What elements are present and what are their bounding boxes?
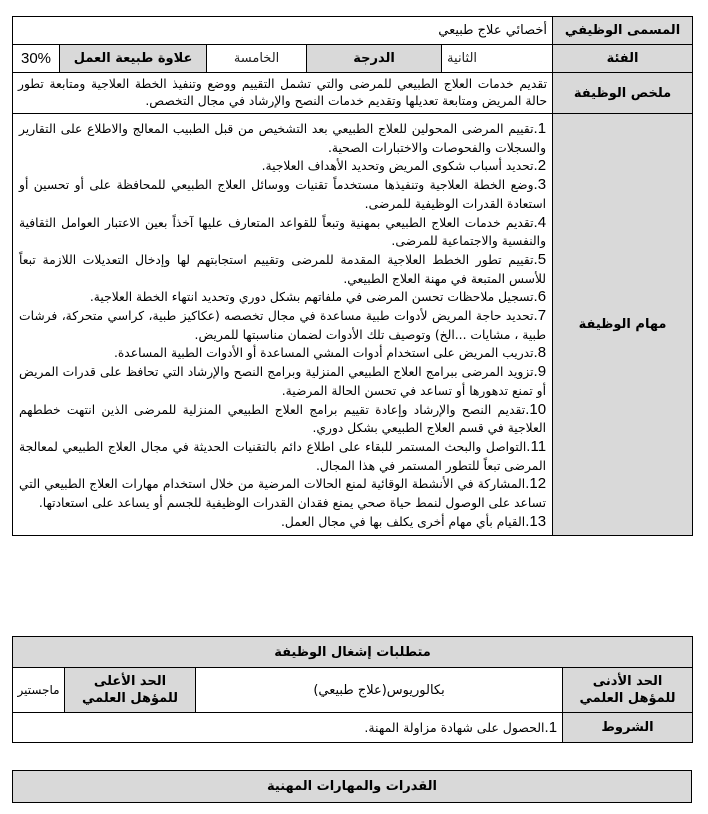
- duty-number: 3.: [533, 176, 547, 194]
- conditions-list: [13, 713, 563, 743]
- max-qualification-value: ماجستير: [13, 668, 65, 713]
- requirements-header: متطلبات إشغال الوظيفة: [13, 637, 693, 668]
- duty-number: 10.: [525, 400, 547, 418]
- duty-number: 7.: [533, 307, 547, 325]
- allowance-label: علاوة طبيعة العمل: [60, 45, 207, 73]
- duty-number: 8.: [533, 344, 547, 362]
- duty-item: [19, 475, 546, 512]
- max-qualification-label: الحد الأعلى للمؤهل العلمي: [65, 668, 196, 713]
- duty-text: وضع الخطة العلاجية وتنفيذها مستخدماً تقنيات ووسائل العلاج الطبيعي للمحافظة على أو تحسين أو استعادة القدرات الوظيفية للمرضى.: [19, 178, 547, 211]
- category-value: الثانية: [442, 45, 553, 73]
- duty-text: تسجيل ملاحظات تحسن المرضى في ملفاتهم بشكل دوري وتحديد انتهاء الخطة العلاجية.: [89, 290, 534, 305]
- conditions-label: الشروط: [563, 713, 693, 743]
- condition-text: الحصول على شهادة مزاولة المهنة.: [364, 720, 545, 735]
- duty-number: 6.: [533, 288, 547, 306]
- duties-label: مهام الوظيفة: [553, 114, 693, 536]
- duty-item: [19, 176, 546, 213]
- duty-text: القيام بأي مهام أخرى يكلف بها في مجال العمل.: [281, 514, 526, 529]
- duty-number: 5.: [533, 250, 547, 268]
- duty-item: [19, 438, 546, 475]
- duty-item: [19, 288, 546, 307]
- skills-header: القدرات والمهارات المهنية: [13, 771, 692, 803]
- duty-item: [19, 344, 546, 363]
- duty-text: تحديد أسباب شكوى المريض وتحديد الأهداف العلاجية.: [261, 159, 534, 174]
- job-title-value: أخصائي علاج طبيعي: [13, 17, 553, 45]
- duty-text: تقديم خدمات العلاج الطبيعي بمهنية وتبعاً للقواعد المتعارف عليها آخذاً بعين الاعتبار العوامل الثقافية والنفسية والاجتماعية للمرضى.: [19, 215, 547, 249]
- duty-text: التواصل والبحث المستمر للبقاء على اطلاع دائم بالتقنيات الحديثة في مجال العلاج الطبيعي لمعالجة المرضى تبعاً للتطور المستمر في هذا المجال.: [19, 439, 547, 473]
- grade-value: الخامسة: [207, 45, 307, 73]
- condition-item: [18, 719, 557, 736]
- duty-item: [19, 157, 546, 176]
- skills-table: [12, 770, 692, 803]
- job-description-table: [12, 16, 693, 536]
- duties-list: [13, 114, 553, 536]
- requirements-table: [12, 636, 693, 743]
- duty-text: تقييم المرضى المحولين للعلاج الطبيعي بعد التشخيص من قبل الطبيب المعالج والاطلاع على التقارير والسجلات والفحوصات والاختبارات الصحية.: [19, 122, 547, 155]
- duty-item: [19, 363, 546, 400]
- duty-number: 4.: [533, 213, 547, 231]
- duty-text: تدريب المريض على استخدام أدوات المشي المساعدة أو الأدوات الطبية المساعدة.: [113, 346, 534, 361]
- duty-text: تحديد حاجة المريض لأدوات طبية مساعدة في مجال تخصصه (عكاكيز طبية، كراسي متحركة، فرشات طبية ، مشايات ...الخ) وتوصيف تلك الأدوات لضمان مناسبتها للمريض.: [19, 309, 547, 342]
- grade-label: الدرجة: [307, 45, 442, 73]
- duty-item: [19, 214, 546, 251]
- duty-item: [19, 401, 546, 438]
- duty-number: 2.: [533, 157, 547, 175]
- condition-number: 1.: [544, 719, 558, 736]
- duty-number: 13.: [525, 512, 547, 530]
- summary-label: ملخص الوظيفة: [553, 73, 693, 114]
- job-title-label: المسمى الوظيفي: [553, 17, 693, 45]
- duty-item: [19, 120, 546, 157]
- duty-number: 12.: [525, 475, 547, 493]
- duty-text: تقديم النصح والإرشاد وإعادة تقييم برامج العلاج الطبيعي المنزلية للمرضى الذين انتهت خططهم العلاجية في قسم العلاج الطبيعي بشكل دوري.: [19, 402, 547, 436]
- duty-text: المشاركة في الأنشطة الوقائية لمنع الحالات المرضية من خلال استخدام مهارات العلاج الطبيعي التي تساعد على الوصول لنمط حياة صحي يمنع فقدان القدرات الوظيفية للجسم أو يساعد على استعادتها.: [19, 477, 547, 511]
- duty-item: [19, 513, 546, 532]
- allowance-value: 30%: [13, 45, 60, 73]
- duty-number: 9.: [533, 363, 547, 381]
- duty-number: 1.: [533, 120, 547, 137]
- min-qualification-value: بكالوريوس(علاج طبيعي): [196, 668, 563, 713]
- duty-text: تزويد المرضى ببرامج العلاج الطبيعي المنزلية وبرامج النصح والإرشاد التي تحافظ على قدرات المريض أو تمنع تدهورها أو تساعد في تحسن الحالة المرضية.: [19, 365, 547, 398]
- duty-text: تقييم تطور الخطط العلاجية المقدمة للمرضى وتقييم استجابتهم لها وإدخال التعديلات اللازمة تبعاً للأسس المتبعة في مهنة العلاج الطبيعي.: [19, 252, 547, 286]
- duty-item: [19, 251, 546, 288]
- min-qualification-label: الحد الأدنى للمؤهل العلمي: [563, 668, 693, 713]
- category-label: الفئة: [553, 45, 693, 73]
- duty-item: [19, 307, 546, 344]
- summary-text: تقديم خدمات العلاج الطبيعي للمرضى والتي تشمل التقييم ووضع وتنفيذ الخطة العلاجية ومتابعة تطور حالة المريض ومتابعة تعديلها وتقديم خدمات النصح والإرشاد في مجال التخصص.: [13, 73, 553, 114]
- duty-number: 11.: [526, 437, 547, 455]
